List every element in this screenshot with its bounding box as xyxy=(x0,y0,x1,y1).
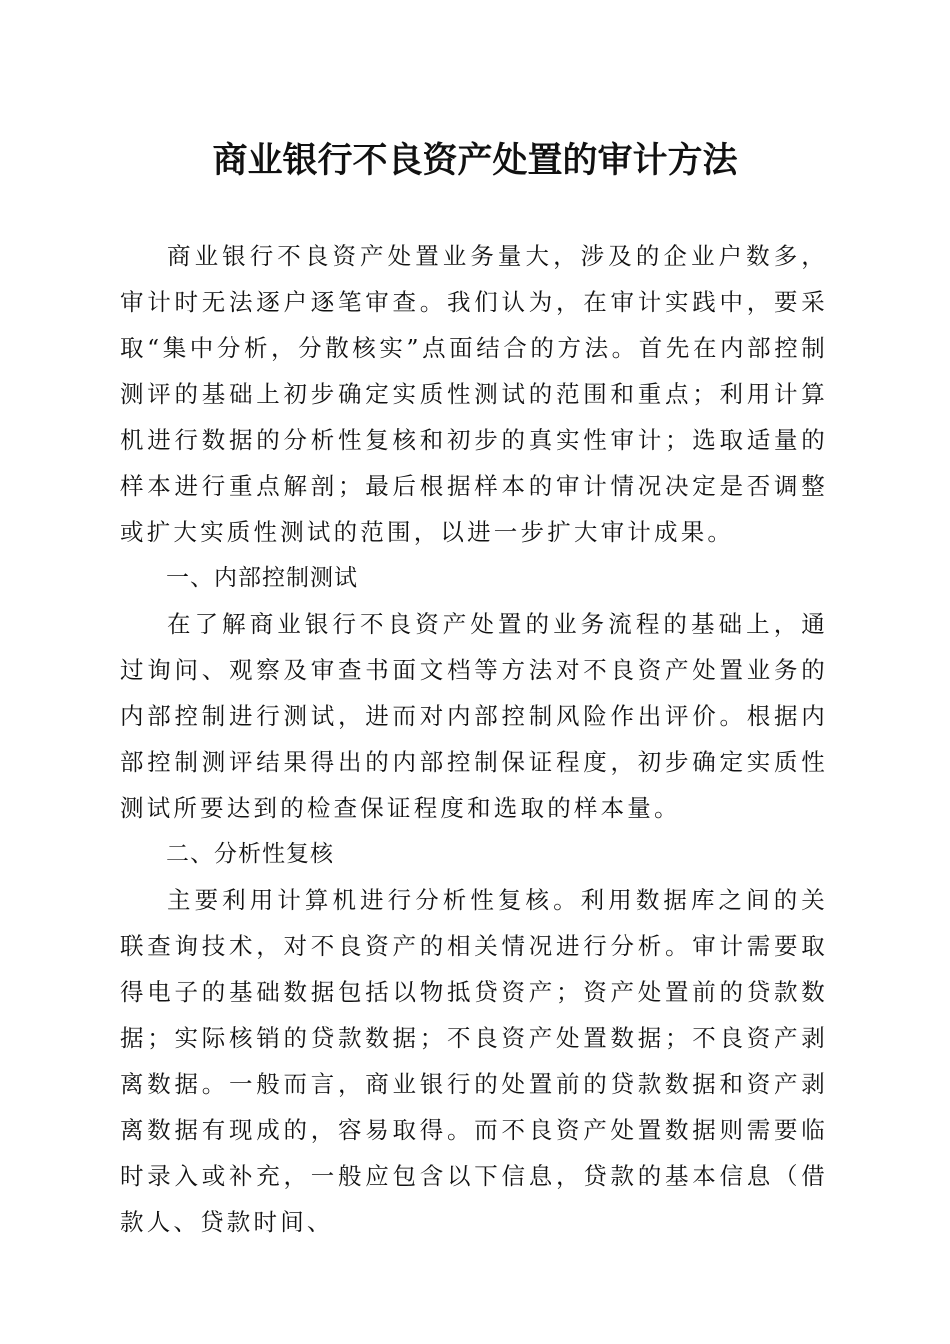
section-heading-analytical-review: 二、分析性复核 xyxy=(166,841,334,867)
section-heading-internal-control: 一、内部控制测试 xyxy=(166,565,358,591)
intro-paragraph: 商业银行不良资产处置业务量大，涉及的企业户数多，审计时无法逐户逐笔审查。我们认为，在审计实践中，要采取“集中分析，分散核实”点面结合的方法。首先在内部控制测评的基础上初步确定实质性测试的范围和重点；利用计算机进行数据的分析性复核和初步的真实性审计；选取适量的样本进行重点解剖；最后根据样本的审计情况决定是否调整或扩大实质性测试的范围，以进一步扩大审计成果。 xyxy=(120,242,828,546)
document-body xyxy=(120,233,828,1245)
document-title: 商业银行不良资产处置的审计方法 xyxy=(212,140,738,181)
section-paragraph-analytical-review: 主要利用计算机进行分析性复核。利用数据库之间的关联查询技术，对不良资产的相关情况进行分析。审计需要取得电子的基础数据包括以物抵贷资产；资产处置前的贷款数据；实际核销的贷款数据；不良资产处置数据；不良资产剥离数据。一般而言，商业银行的处置前的贷款数据和资产剥离数据有现成的，容易取得。而不良资产处置数据则需要临时录入或补充，一般应包含以下信息，贷款的基本信息（借款人、贷款时间、 xyxy=(120,886,828,1236)
section-paragraph-internal-control: 在了解商业银行不良资产处置的业务流程的基础上，通过询问、观察及审查书面文档等方法对不良资产处置业务的内部控制进行测试，进而对内部控制风险作出评价。根据内部控制测评结果得出的内部控制保证程度，初步确定实质性测试所要达到的检查保证程度和选取的样本量。 xyxy=(120,610,828,822)
